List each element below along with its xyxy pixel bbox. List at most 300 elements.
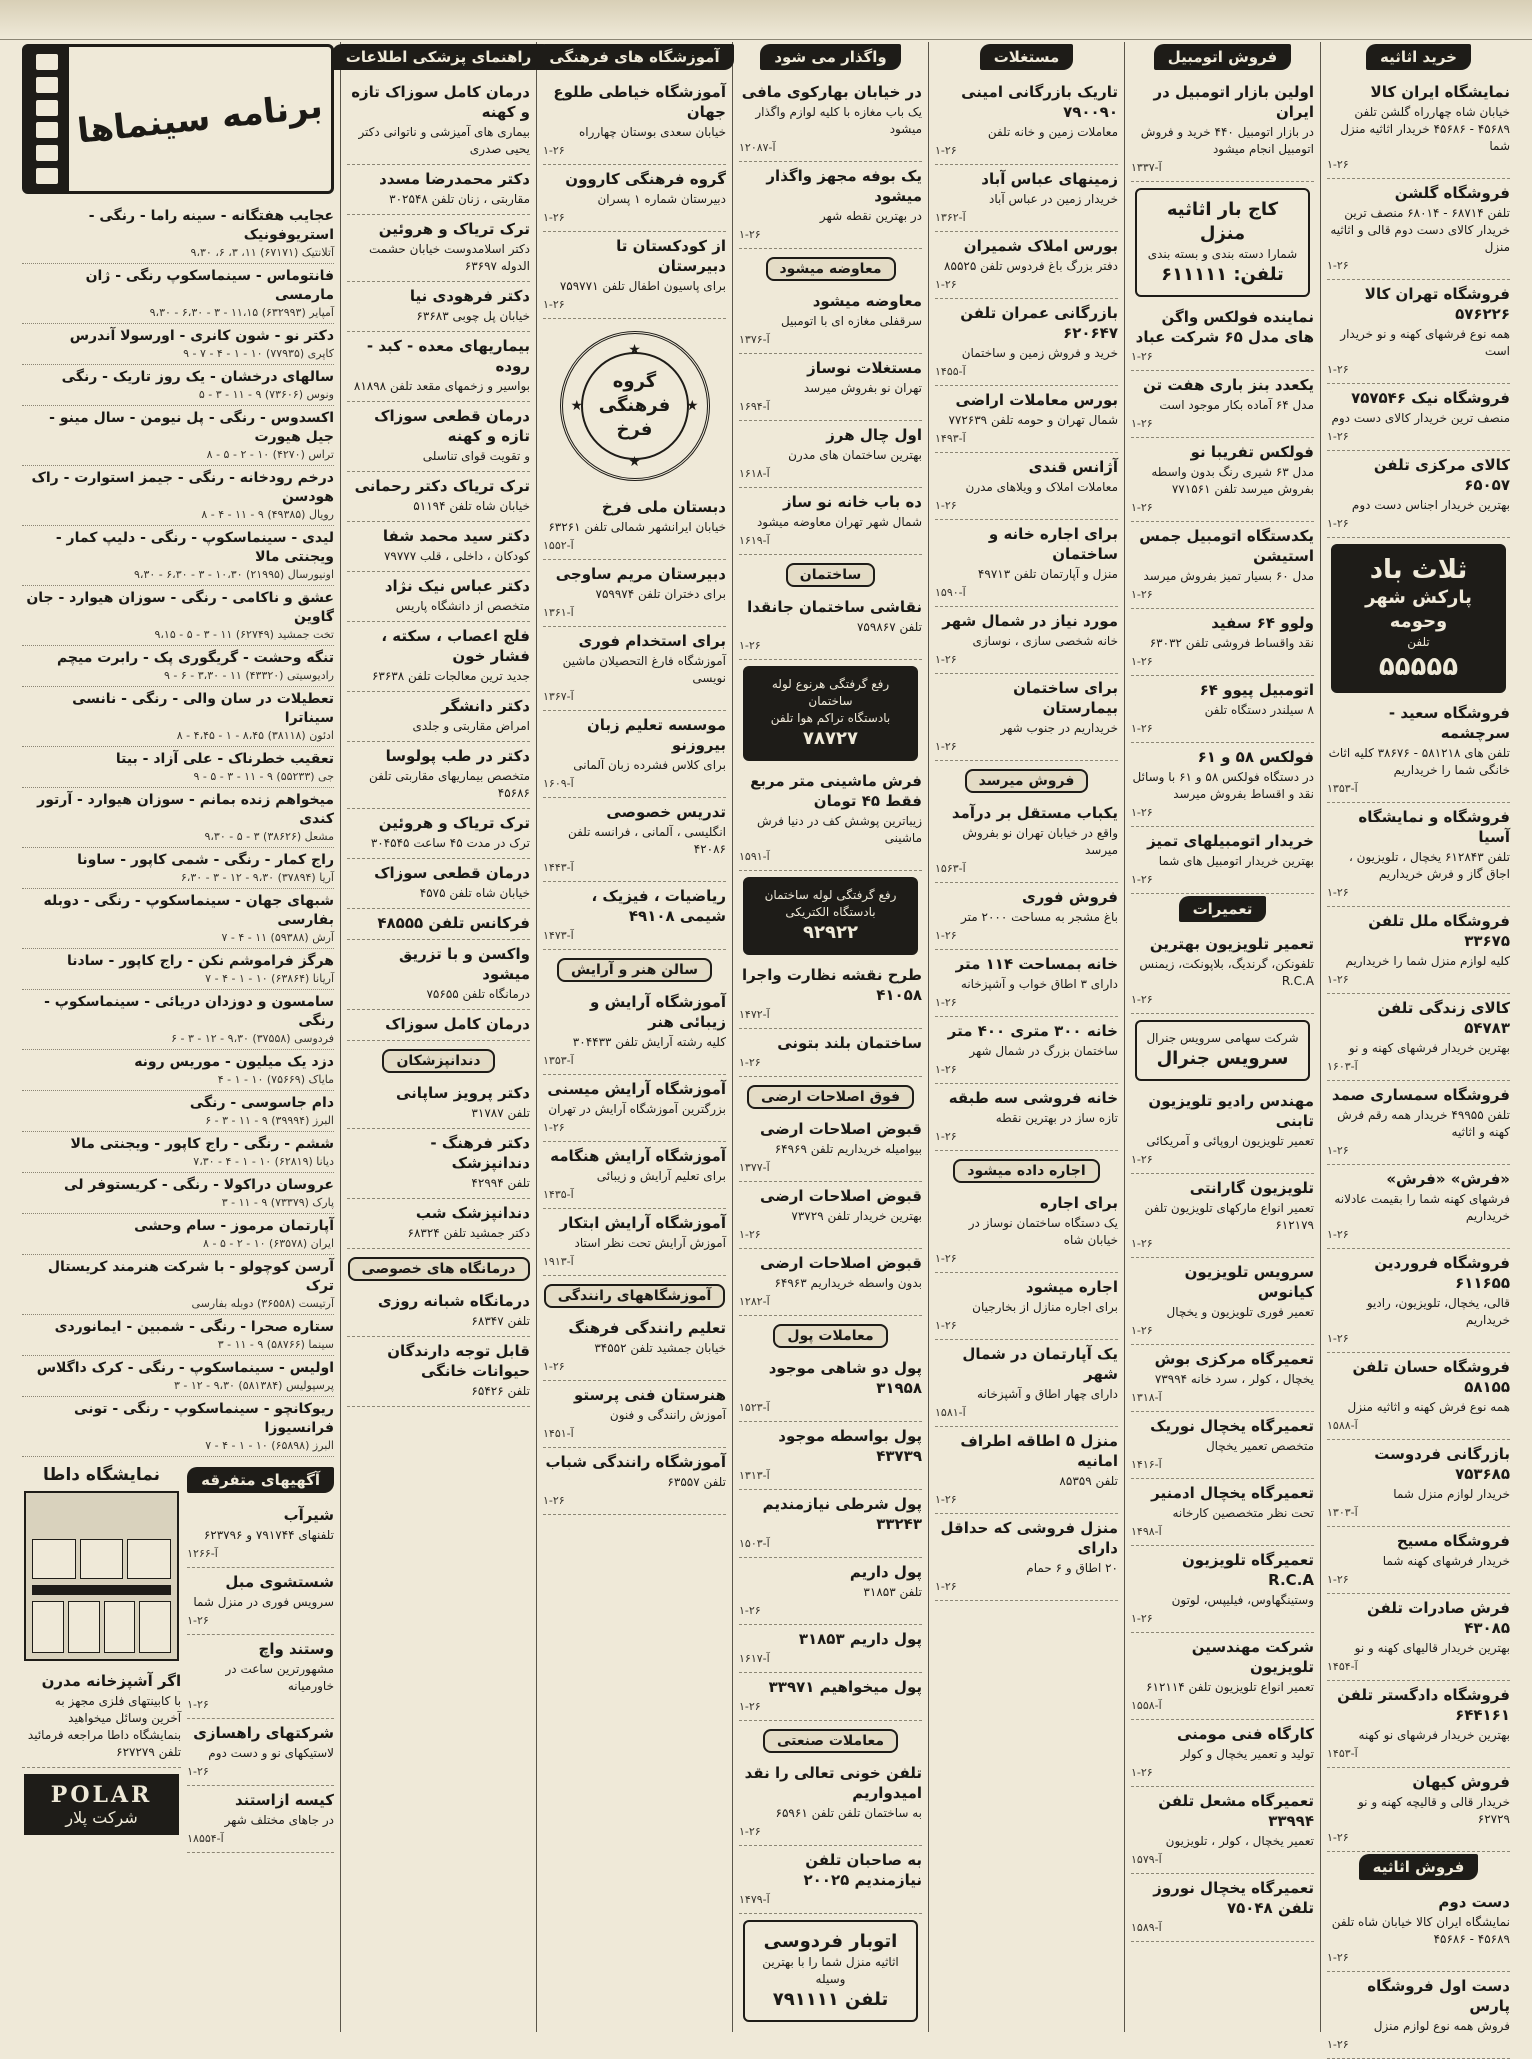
film-title: دزد یک میلیون - موریس رونه (134, 1054, 334, 1070)
polar-subtitle: شرکت پلار (65, 1808, 138, 1827)
ad-reference-code: ۱-۲۶ (739, 1604, 761, 1617)
ads-list-dentists (347, 1079, 530, 1249)
ad-body: سرویس فوری در منزل شما (193, 1595, 334, 1609)
ads-list-misc (187, 1501, 334, 1853)
ad-headline: مستغلات نوساز (807, 359, 922, 377)
classified-ad (1131, 1874, 1314, 1942)
ad-reference-code: ۱۵۶۳-آ (935, 862, 966, 875)
column-education (536, 42, 732, 2032)
ad-reference-code: ۱-۲۶ (935, 740, 957, 753)
ad-body: نمایشگاه ایران کالا خیابان شاه تلفن ۴۵۶۸۹ - ۴۵۶۸۶ (1331, 1915, 1510, 1946)
ad-body: فرشهای کهنه شما را بقیمت عادلانه خریداریم (1334, 1192, 1510, 1223)
ad-headline: آموزشگاه آرایش میسنی (547, 1080, 726, 1098)
ad-body: بهترین خریدار اتومبیل های شما (1158, 854, 1314, 868)
ad-body: ۸ سیلندر دستگاه تلفن (1204, 703, 1314, 717)
classified-ad (543, 232, 726, 319)
ad-headline: بازرگانی فردوست ۷۵۳۶۸۵ (1374, 1445, 1510, 1483)
classified-ad (935, 453, 1118, 520)
ad-reference-code: ۱-۲۶ (935, 499, 957, 512)
classified-ad (1131, 1087, 1314, 1174)
classified-ad (187, 1719, 334, 1786)
ad-reference-code: ۱۶۱۷-آ (739, 1652, 770, 1665)
classified-ad (1327, 1353, 1510, 1440)
ad-body: باغ مشجر به مساحت ۲۰۰۰ متر (961, 910, 1118, 924)
cinema-listing (22, 1397, 334, 1457)
ad-headline: فولکس تفریبا نو (1190, 443, 1314, 461)
classified-ad (739, 1249, 922, 1316)
classified-ad (347, 1337, 530, 1407)
column-medical (340, 42, 536, 2032)
cinema-bottom-area (22, 1465, 334, 1853)
showtimes: پارک (۷۳۳۷۹) ۹ - ۱۱ - ۳ (221, 1196, 334, 1209)
ads-list-education (543, 78, 726, 319)
ad-body: تحت نظر متخصصین کارخانه (1172, 1506, 1314, 1520)
ad-reference-code: ۱۶۰۳-آ (1327, 1060, 1358, 1073)
ad-body: دفتر بزرگ باغ فردوس تلفن ۸۵۵۲۵ (944, 259, 1118, 273)
ad-body: ترک در مدت ۴۵ ساعت ۳۰۴۵۴۵ (370, 836, 530, 850)
ad-headline: درمانگاه شبانه روزی (377, 1292, 530, 1310)
classified-ad (543, 1209, 726, 1276)
classified-ad (543, 798, 726, 882)
ad-reference-code: ۱۳۷۶-آ (739, 333, 770, 346)
ad-body: برای کلاس فشرده زبان آلمانی (573, 758, 726, 772)
ad-body: نقد واقساط فروشی تلفن ۶۳۰۳۲ (1149, 636, 1314, 650)
ad-body: ساختمان بزرگ در شمال شهر (969, 1044, 1118, 1058)
ad-headline: از کودکستان تا دبیرستان (616, 237, 726, 275)
ad-reference-code: ۱-۲۶ (1327, 973, 1349, 986)
ad-reference-code: ۱-۲۶ (935, 929, 957, 942)
ad-headline: اول چال هرز (826, 426, 922, 444)
film-title: دکتر نو - شون کانری - اورسولا آندرس (69, 328, 334, 344)
ad-headline: دبستان ملی فرخ (601, 498, 726, 516)
column-cinema (16, 42, 340, 2032)
box-ad-pipe-cleaning (743, 666, 918, 761)
film-title: تعطیلات در سان والی - رنگی - نانسی سیناترا (72, 691, 334, 726)
ad-body: بهترین خریدار فرشهای کهنه و نو (1348, 1041, 1510, 1055)
classified-ad (739, 354, 922, 421)
ad-body: خیابان شاه چهارراه گلشن تلفن ۴۵۶۸۹ - ۴۵۶۸۶ خریدار اثاثیه منزل شما (1340, 105, 1510, 153)
ad-reference-code: ۱-۲۶ (1327, 1228, 1349, 1241)
ad-body: تلفن ۳۱۸۵۳ (863, 1585, 922, 1599)
cinema-listing (22, 1356, 334, 1397)
seal-line-2: فرخ (616, 419, 653, 440)
ad-body: انگلیسی ، آلمانی ، فرانسه تلفن ۴۲۰۸۶ (567, 825, 726, 856)
polar-ad (24, 1774, 179, 1835)
classified-ad (739, 767, 922, 871)
ad-reference-code: ۱۴۵۵-آ (935, 365, 966, 378)
classified-ad (1131, 1787, 1314, 1874)
classified-ad (1131, 1479, 1314, 1546)
box-ad-phone: ۹۲۹۲۲ (803, 922, 858, 943)
ad-reference-code: ۱۳۶۲-آ (935, 211, 966, 224)
ad-headline: پول داریم (849, 1563, 922, 1581)
ad-reference-code: ۱-۲۶ (1327, 886, 1349, 899)
ad-reference-code: ۱۲۸۲-آ (739, 1295, 770, 1308)
section-header-for-rent: اجاره داده میشود (953, 1159, 1099, 1183)
ads-list-design (739, 961, 922, 1077)
ad-reference-code: ۱۴۷۹-آ (739, 1893, 770, 1906)
ad-reference-code: ۱-۲۶ (1327, 1831, 1349, 1844)
classified-ad (543, 78, 726, 165)
section-header-car-sale: فروش اتومبیل (1154, 44, 1292, 70)
classified-ad (1327, 451, 1510, 538)
classified-ad (347, 78, 530, 165)
classified-ad (543, 1381, 726, 1448)
classified-ad (739, 162, 922, 249)
showtimes: مشعل (۳۸۶۲۶) ۳ - ۵ - ۹،۳۰ (204, 830, 334, 843)
showtimes: فردوسی (۳۷۵۵۸) ۹،۳۰ - ۱۲ - ۳ - ۶ (171, 1032, 334, 1045)
ad-reference-code: ۱-۲۶ (1131, 588, 1153, 601)
ad-headline: به صاحبان تلفن نیازمندیم ۲۰۰۲۵ (803, 1851, 922, 1889)
ad-body: آموزشگاه فارغ التحصیلان ماشین نویسی (562, 654, 726, 685)
showtimes: تراس (۴۲۷۰) ۱۰ - ۲ - ۵ - ۸ (206, 448, 334, 461)
ad-body: آموزش آرایش تحت نظر استاد (574, 1236, 726, 1250)
classified-ad (1327, 1888, 1510, 1972)
ad-reference-code: ۱۴۹۸-آ (1131, 1525, 1162, 1538)
ad-body: کلیه لوازم منزل شما را خریداریم (1345, 954, 1510, 968)
box-ad-phone: ۵۵۵۵۵ (1378, 652, 1459, 682)
classified-ad (347, 809, 530, 859)
showtimes: آرتیست (۳۶۵۵۸) دوبله بفارسی (191, 1297, 334, 1310)
ad-headline: پول بواسطه موجود ۴۳۷۳۹ (778, 1427, 922, 1465)
ads-list-real-estate (935, 78, 1118, 761)
film-title: ستاره صحرا - رنگی - شمبین - ایمانوردی (54, 1319, 334, 1335)
ad-headline: دست دوم (1438, 1893, 1510, 1911)
ad-body: سرقفلی مغازه ای با اتومبیل (780, 314, 922, 328)
ad-headline: دکتر سید محمد شفا (382, 527, 530, 545)
ads-list-for-rent (935, 1189, 1118, 1601)
film-title: درخم رودخانه - رنگی - جیمز استوارت - راک هودسن (31, 470, 334, 505)
ad-headline: فلج اعصاب ، سکته ، فشار خون (381, 627, 530, 665)
classified-ad (935, 165, 1118, 232)
classified-ad (187, 1501, 334, 1568)
ad-body: و تقویت قوای تناسلی (422, 449, 530, 463)
ad-reference-code: ۱-۲۶ (739, 1056, 761, 1069)
ad-headline: بورس معاملات اراضی (955, 391, 1118, 409)
ad-body: تعمیر فوری تلویزیون و یخچال (1166, 1305, 1314, 1319)
classified-ad (739, 1759, 922, 1846)
film-title: عروسان دراکولا - رنگی - کریستوفر لی (64, 1177, 334, 1193)
cinema-listing (22, 264, 334, 324)
ad-reference-code: ۱-۲۶ (935, 144, 957, 157)
ad-body: مدل ۶۴ آماده بکار موجود است (1159, 398, 1314, 412)
ad-headline: موسسه تعلیم زبان بیروزنو (586, 716, 726, 754)
ad-reference-code: ۱-۲۶ (1131, 1153, 1153, 1166)
ad-reference-code: ۱-۲۶ (543, 211, 565, 224)
ad-body: در بهترین نقطه شهر (819, 209, 922, 223)
showtimes: آمپایر (۶۳۲۹۹۳) ۱۱،۱۵ - ۳ - ۶،۳۰ - ۹،۳۰ (149, 306, 334, 319)
showtimes: البرز (۳۹۹۹۴) ۹ - ۱۱ - ۳ - ۶ (205, 1114, 334, 1127)
classified-ad (739, 78, 922, 162)
ads-list-exchange (739, 287, 922, 555)
ad-body: امراض مقاربتی و جلدی (412, 719, 530, 733)
classified-ad (543, 1448, 726, 1515)
ad-body: خریداریم در جنوب شهر (1000, 721, 1118, 735)
ad-reference-code: ۱-۲۶ (935, 1130, 957, 1143)
ad-body: شمال تهران و حومه تلفن ۷۷۲۶۳۹ (948, 413, 1118, 427)
classified-ad (347, 940, 530, 1010)
ad-reference-code: ۱-۲۶ (187, 1698, 209, 1711)
misc-ads-area (187, 1465, 334, 1853)
cinema-listing (22, 1214, 334, 1255)
section-header-for-sale: فروش میرسد (965, 769, 1089, 793)
classified-ad (1131, 1720, 1314, 1787)
ad-reference-code: ۱-۲۶ (1327, 1951, 1349, 1964)
classified-ad (1131, 1412, 1314, 1479)
seal-line-1: گروه فرهنگی (598, 371, 671, 416)
classified-ad (739, 1029, 922, 1077)
cinema-listing (22, 990, 334, 1050)
ad-headline: دندانپزشک شب (415, 1204, 530, 1222)
classified-ad (347, 572, 530, 622)
ad-headline: تعمیرگاه مشعل تلفن ۳۳۹۹۴ (1158, 1792, 1314, 1830)
ad-reference-code: ۱-۲۶ (543, 1121, 565, 1134)
ad-headline: برای اجاره (1039, 1194, 1118, 1212)
box-ad-text: اثاثیه منزل شما را با بهترین وسیله (762, 1955, 899, 1986)
ad-headline: کارگاه فنی مومنی (1176, 1725, 1314, 1743)
ad-headline: ترک تریاک دکتر رحمانی (354, 477, 530, 495)
ad-body: لاستیکهای نو و دست دوم (208, 1746, 334, 1760)
ad-headline: دکتر فرهنگ - دندانپزشک (430, 1134, 530, 1172)
ad-headline: فروشگاه تهران کالا ۵۷۶۲۲۶ (1364, 285, 1510, 323)
ad-headline: شرکت مهندسین تلویزیون (1191, 1638, 1314, 1676)
cinema-listing (22, 1050, 334, 1091)
ad-body: خریدار لوازم منزل شما (1393, 1487, 1510, 1501)
ad-body: متخصص تعمیر یخچال (1205, 1439, 1314, 1453)
ads-list-industrial (739, 1759, 922, 1914)
classified-ad (187, 1568, 334, 1635)
ad-body: قالی، یخچال، تلویزیون، رادیو خریداریم (1366, 1296, 1510, 1327)
ad-headline: اولین بازار اتومبیل در ایران (1153, 83, 1314, 121)
ad-body: خریدار زمین در عباس آباد (989, 192, 1118, 206)
ad-body: خیابان سعدی بوستان چهارراه (579, 125, 726, 139)
ads-list-beauty (543, 988, 726, 1276)
ad-headline: تدریس خصوصی (606, 803, 726, 821)
classified-ad (1131, 522, 1314, 609)
classified-ad (739, 1354, 922, 1422)
ad-body: بهترین خریدار تلفن ۷۳۷۲۹ (791, 1209, 922, 1223)
classified-ad (347, 1287, 530, 1337)
film-title: عشق و ناکامی - رنگی - سوزان هیوارد - جان گاوین (26, 590, 334, 625)
ad-headline: آموزشگاه خیاطی طلوع جهان (553, 83, 726, 121)
ad-headline: منزل ۵ اطاقه اطراف امانیه (960, 1432, 1118, 1470)
ad-body: تلفن ۶۵۴۲۶ (471, 1384, 530, 1398)
ad-body: در جاهای مختلف شهر (224, 1813, 334, 1827)
classified-ad (1131, 371, 1314, 438)
kitchen-ad-title: نمایشگاه داطا (43, 1465, 161, 1485)
ads-list-repairs-2 (1131, 1087, 1314, 1942)
seal-inner (581, 352, 689, 460)
classified-ad (1327, 803, 1510, 907)
cinema-listings (22, 204, 334, 1457)
ad-body: در بازار اتومبیل ۴۴۰ خرید و فروش اتومبیل انجام میشود (1140, 125, 1314, 156)
ad-reference-code: ۱-۲۶ (1327, 1144, 1349, 1157)
ad-reference-code: ۱۴۷۳-آ (543, 929, 574, 942)
ad-body: بزرگترین آموزشگاه آرایش در تهران (548, 1102, 726, 1116)
ad-body: تلفن ۷۵۹۸۶۷ (856, 620, 922, 634)
showtimes: اونیورسال (۲۱۹۹۵) ۱۰،۳۰ - ۳ - ۶،۳۰ - ۹،۳۰ (133, 568, 334, 581)
classified-ad (935, 78, 1118, 165)
showtimes: آریانا (۶۳۸۶۴) ۱۰ - ۱ - ۴ - ۷ (205, 972, 334, 985)
ad-body: برای اجاره منازل از بخارجیان (972, 1300, 1118, 1314)
ad-reference-code: ۱۴۳۵-آ (543, 1188, 574, 1201)
ad-body: همه نوع فرشهای کهنه و نو خریدار است (1340, 327, 1510, 358)
farrokh-seal (560, 331, 710, 481)
classified-ad (1131, 78, 1314, 182)
showtimes: البرز (۶۵۸۹۸) ۱۰ - ۱ - ۴ - ۷ (205, 1439, 334, 1452)
cinema-listing (22, 646, 334, 687)
ad-body: واقع در خیابان تهران نو بفروش میرسد (962, 826, 1118, 857)
ad-headline: آموزشگاه آرایش هنگامه (550, 1147, 726, 1165)
ad-reference-code: ۱-۲۶ (739, 639, 761, 652)
section-header-repairs: تعمیرات (1179, 896, 1267, 922)
ad-reference-code: ۱۴۹۳-آ (935, 432, 966, 445)
star-icon: ★ (570, 398, 584, 414)
showtimes: ایران (۶۳۵۷۸) ۱۰ - ۲ - ۵ - ۸ (203, 1237, 334, 1250)
ad-headline: دکتر در طب پولوسا (385, 747, 530, 765)
showtimes: ونوس (۷۳۶۰۶) ۹ - ۱۱ - ۳ - ۵ (198, 388, 334, 401)
box-ad-ferdowsi-moving (743, 1920, 918, 2022)
ad-headline: فرش صادرات تلفن ۴۳۰۸۵ (1366, 1599, 1510, 1637)
cinema-listing (22, 526, 334, 586)
ad-reference-code: ۱-۲۶ (1131, 655, 1153, 668)
ad-body: بدون واسطه خریداریم ۶۴۹۶۳ (774, 1276, 922, 1290)
ad-reference-code: ۱۴۵۱-آ (543, 1427, 574, 1440)
ad-body: یخچال ، کولر ، سرد خانه ۷۳۹۹۴ (1154, 1372, 1314, 1386)
classified-ad (543, 1314, 726, 1381)
ad-headline: یک بوفه مجهز واگذار میشود (766, 167, 922, 205)
classified-ad (187, 1786, 334, 1853)
ad-body: خیابان پل چوبی ۶۳۶۸۳ (416, 309, 530, 323)
ad-body: تعمیر یخچال ، کولر ، تلویزیون (1165, 1834, 1314, 1848)
classified-ad (543, 711, 726, 798)
ad-body: دارای چهار اطاق و آشپزخانه (977, 1387, 1118, 1401)
ad-body: تلفن ۶۳۵۵۷ (667, 1475, 726, 1489)
ad-reference-code: ۱۳۳۷-آ (1131, 161, 1162, 174)
classified-ad (543, 493, 726, 560)
ad-headline: سرویس تلویزیون کیانوس (1184, 1263, 1314, 1301)
ad-headline: آموزشگاه آرایش و زیبائی هنر (590, 993, 726, 1031)
classified-ad (347, 1010, 530, 1041)
classified-ad (1327, 78, 1510, 179)
ad-reference-code: ۱-۲۶ (935, 1252, 957, 1265)
ad-headline: فروشگاه دادگستر تلفن ۶۴۴۱۶۱ (1337, 1686, 1510, 1724)
ad-body: ۲۰ اطاق و ۶ حمام (1026, 1561, 1118, 1575)
film-title: دام جاسوسی - رنگی (189, 1095, 334, 1111)
film-title: اکسدوس - رنگی - پل نیومن - سال مینو - جیل هیورت (49, 410, 334, 445)
ad-reference-code: ۱-۲۶ (543, 144, 565, 157)
ad-reference-code: ۱۳۵۳-آ (543, 1054, 574, 1067)
ad-headline: کیسه ازاستند (234, 1791, 334, 1809)
ads-list-money (739, 1354, 922, 1721)
ad-headline: پول دو شاهی موجود ۳۱۹۵۸ (768, 1359, 922, 1397)
classified-ad (543, 560, 726, 627)
classified-ad (1327, 1681, 1510, 1768)
film-title: تعقیب خطرناک - علی آزاد - بیتا (115, 751, 334, 767)
classified-ad (347, 692, 530, 742)
ad-headline: برای استخدام فوری (578, 632, 726, 650)
classified-ad (1131, 1546, 1314, 1633)
classified-ad (1327, 907, 1510, 994)
ad-headline: قبوض اصلاحات ارضی (760, 1187, 922, 1205)
ad-reference-code: ۱۵۸۹-آ (1131, 1921, 1162, 1934)
ad-reference-code: ۱-۲۶ (935, 996, 957, 1009)
film-title: شبهای جهان - سینماسکوپ - رنگی - دوبله بفارسی (43, 893, 334, 928)
ad-reference-code: ۱۵۸۸-آ (1327, 1419, 1358, 1432)
ad-headline: کالای زندگی تلفن ۵۴۷۸۳ (1377, 999, 1510, 1037)
classified-ad (935, 1017, 1118, 1084)
ad-headline: فرش ماشینی متر مربع فقط ۴۵ تومان (750, 772, 922, 810)
column-transfers (732, 42, 928, 2032)
ad-body: زیباترین پوشش کف در دنیا فرش ماشینی (756, 814, 922, 845)
ad-headline: فروشگاه و نمایشگاه آسیا (1358, 808, 1510, 846)
classified-ad (935, 520, 1118, 607)
ad-headline: بازرگانی عمران تلفن ۶۲۰۶۴۷ (960, 304, 1118, 342)
classified-ad (1131, 827, 1314, 894)
ad-body: خریدار قالی و قالیچه کهنه و نو ۶۲۷۲۹ (1357, 1795, 1510, 1826)
ad-headline: تلفن خونی تعالی را نقد امیدواریم (744, 1764, 922, 1802)
box-ad-phone: تلفن: ۶۱۱۱۱۱ (1161, 264, 1284, 285)
kitchen-ad-body: با کابینتهای فلزی مجهز به آخرین وسائل میخواهید بنمایشگاه داطا مراجعه فرمائید تلفن ۶۲۷۲۷۹ (27, 1694, 182, 1759)
ad-headline: یکدستگاه اتومبیل جمس استیشن (1139, 527, 1314, 565)
classified-ad (543, 165, 726, 232)
ad-headline: دست اول فروشگاه پارس (1367, 1977, 1510, 2015)
ad-headline: قابل توجه دارندگان حیوانات خانگی (387, 1342, 530, 1380)
classified-ad (1327, 1165, 1510, 1249)
ad-reference-code: ۱-۲۶ (1327, 1332, 1349, 1345)
ad-body: معاملات املاک و ویلاهای مدرن (965, 480, 1118, 494)
ads-list-driving (543, 1314, 726, 1515)
box-ad-text: شرکت سهامی سرویس جنرال (1146, 1031, 1299, 1045)
ad-headline: منزل فروشی که حداقل دارای (940, 1519, 1118, 1557)
ad-headline: قبوض اصلاحات ارضی (760, 1254, 922, 1272)
ad-reference-code: ۱-۲۶ (935, 1319, 957, 1332)
box-ad-phone-label: تلفن (1407, 635, 1430, 649)
classified-ad (739, 1625, 922, 1673)
polar-logo: POLAR (50, 1782, 153, 1808)
cinema-listing (22, 788, 334, 848)
section-header-transfer: واگذار می شود (760, 44, 900, 70)
ad-headline: تعمیر تلویزیون بهترین (1149, 935, 1314, 953)
ad-reference-code: ۱۵۸۱-آ (935, 1406, 966, 1419)
ad-headline: درمان قطعی سوزاک تازه و کهنه (374, 407, 530, 445)
ad-reference-code: ۱-۲۶ (1327, 259, 1349, 272)
ad-reference-code: ۱۴۷۲-آ (739, 1008, 770, 1021)
section-header-education: آموزشگاه های فرهنگی (535, 44, 733, 70)
ads-list-cars (1131, 78, 1314, 182)
ads-list-transfer (739, 78, 922, 249)
ad-body: مدل ۶۰ بسیار تمیز بفروش میرسد (1143, 569, 1314, 583)
film-title: لیدی - سینماسکوپ - رنگی - دلیپ کمار - ویجنتی مالا (55, 530, 334, 565)
ad-reference-code: ۱۵۹۱-آ (739, 850, 770, 863)
box-ad-phone: ۷۸۷۲۷ (803, 728, 858, 749)
ad-headline: دکتر محمدرضا مسدد (379, 170, 530, 188)
ad-body: تلفن ۸۵۳۵۹ (1059, 1474, 1118, 1488)
ad-reference-code: ۱۹۱۳-آ (543, 1255, 574, 1268)
showtimes: رویال (۴۹۳۸۵) ۹ - ۱۱ - ۴ - ۸ (201, 508, 334, 521)
classified-ad (1131, 1345, 1314, 1412)
ad-reference-code: ۱۶۰۹-آ (543, 777, 574, 790)
classified-ad (347, 215, 530, 282)
box-ad-phone: تلفن ۷۹۱۱۱۱ (772, 1989, 889, 2010)
classified-ad (1327, 1527, 1510, 1594)
cinema-listing (22, 949, 334, 990)
section-header-clinics: درمانگاه های خصوصی (348, 1257, 530, 1281)
ads-list-repairs (1131, 930, 1314, 1014)
ad-body: جدید ترین معالجات تلفن ۶۳۶۳۸ (371, 669, 530, 683)
ad-headline: پول میخواهیم ۳۳۹۷۱ (768, 1678, 922, 1696)
cinema-program-banner (22, 44, 334, 194)
